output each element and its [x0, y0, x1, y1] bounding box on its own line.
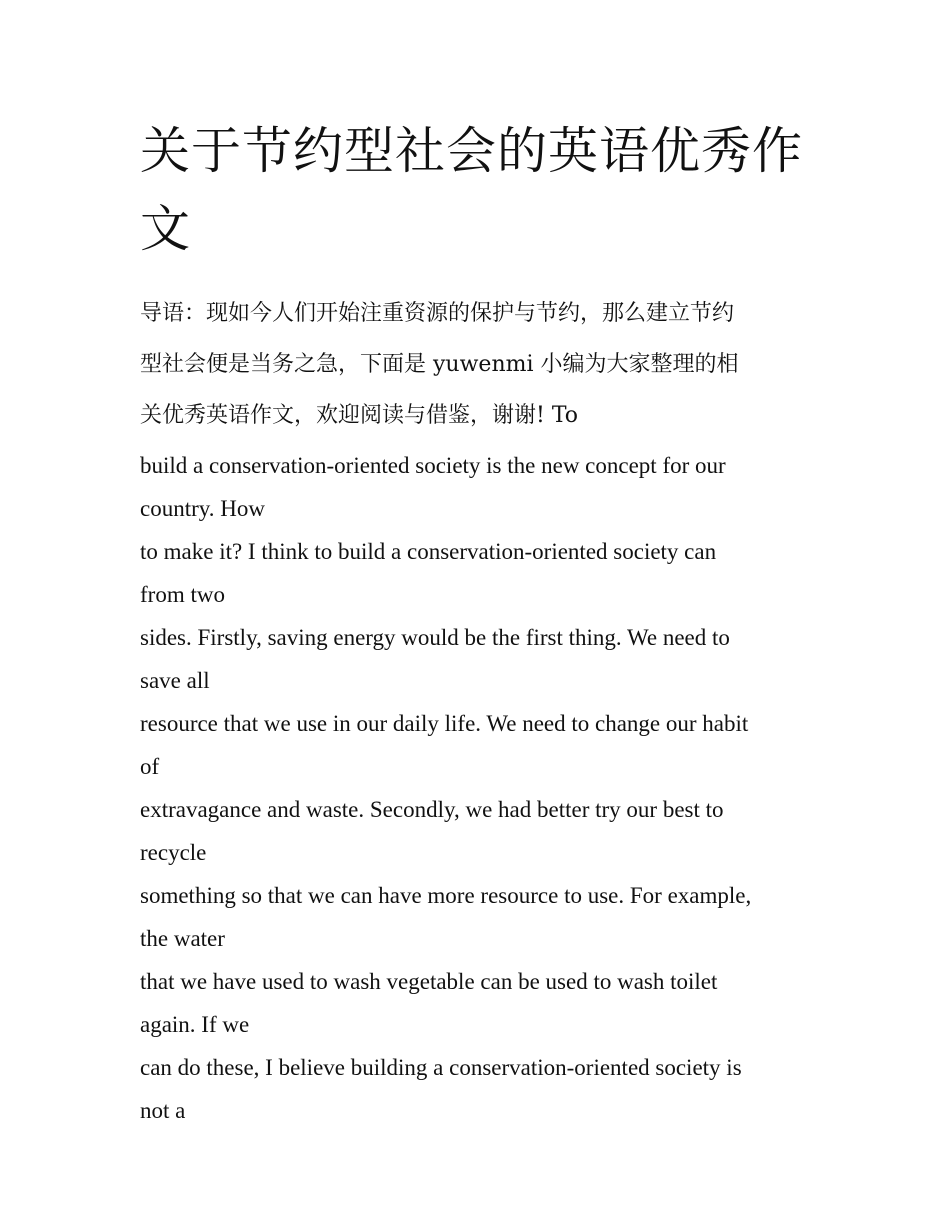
intro-line: 导语：现如今人们开始注重资源的保护与节约，那么建立节约 — [140, 301, 735, 326]
essay-line: extravagance and waste. Secondly, we had better try our best to — [140, 797, 724, 822]
intro-paragraph — [140, 288, 820, 441]
document-title: 关于节约型社会的英语优秀作文 — [140, 122, 803, 258]
essay-line: sides. Firstly, saving energy would be the first thing. We need to — [140, 625, 730, 650]
essay-line: the water — [140, 926, 225, 951]
essay-line: of — [140, 754, 160, 779]
essay-line: save all — [140, 668, 210, 693]
essay-line: that we have used to wash vegetable can be used to wash toilet — [140, 969, 718, 994]
essay-body — [140, 444, 820, 1132]
essay-line: can do these, I believe building a conservation-oriented society is — [140, 1055, 742, 1080]
essay-line: country. How — [140, 496, 265, 521]
essay-line: to make it? I think to build a conservation-oriented society can — [140, 539, 717, 564]
essay-line: recycle — [140, 840, 207, 865]
essay-line: resource that we use in our daily life. We need to change our habit — [140, 711, 749, 736]
intro-line: 型社会便是当务之急，下面是 yuwenmi 小编为大家整理的相 — [140, 352, 739, 377]
intro-line: 关优秀英语作文，欢迎阅读与借鉴，谢谢! To — [140, 403, 579, 428]
essay-line: from two — [140, 582, 225, 607]
essay-line: something so that we can have more resource to use. For example, — [140, 883, 752, 908]
essay-line: again. If we — [140, 1012, 250, 1037]
essay-line: not a — [140, 1098, 186, 1123]
document-page — [140, 112, 820, 1132]
essay-line: build a conservation-oriented society is the new concept for our — [140, 453, 726, 478]
